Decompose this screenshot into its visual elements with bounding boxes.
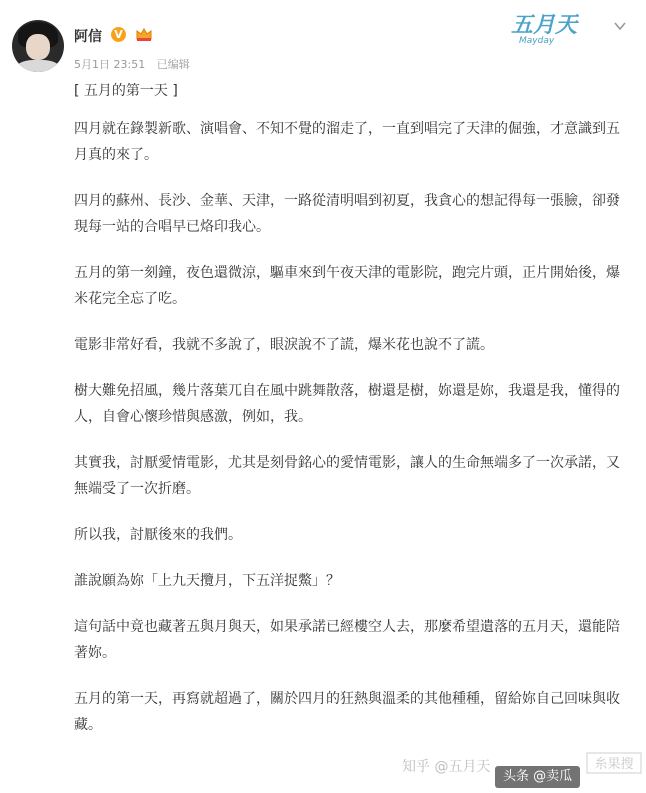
post-body xyxy=(74,78,630,758)
verified-icon: V xyxy=(111,27,126,42)
post-timestamp: 5月1日 23:51 xyxy=(74,58,146,71)
logo-subtext: Mayday xyxy=(519,36,555,46)
post-meta xyxy=(74,56,190,72)
avatar[interactable] xyxy=(12,20,64,72)
post-paragraph: 四月就在錄製新歌、演唱會、不知不覺的溜走了，一直到唱完了天津的倔強，才意識到五月真的來了。 xyxy=(74,121,620,163)
zhihu-watermark: 知乎 @五月天 xyxy=(402,759,491,775)
post-paragraph: 五月的第一天，再寫就超過了，關於四月的狂熱與溫柔的其他種種，留給妳自己回味與收藏。 xyxy=(74,691,620,733)
svg-text:糸果搜: 糸果搜 xyxy=(594,757,634,772)
post-paragraph: 樹大難免招風，幾片落葉兀自在風中跳舞散落，樹還是樹，妳還是妳，我還是我，懂得的人，自會心懷珍惜與感激，例如，我。 xyxy=(74,383,620,425)
crown-icon xyxy=(135,26,153,42)
logo-text: 五月天 xyxy=(511,12,578,38)
watermark-seal xyxy=(586,752,642,774)
chevron-down-icon[interactable] xyxy=(612,18,628,34)
post-paragraph: 四月的蘇州、長沙、金華、天津，一路從清明唱到初夏，我貪心的想記得每一張臉，卻發現每一站的合唱早已烙印我心。 xyxy=(74,193,620,235)
post-paragraph: 誰說願為妳「上九天攬月，下五洋捉鱉」？ xyxy=(74,573,340,589)
user-name[interactable]: 阿信 xyxy=(74,29,102,45)
post-paragraph: 其實我，討厭愛情電影，尤其是刻骨銘心的愛情電影，讓人的生命無端多了一次承諾，又無端受了一次折磨。 xyxy=(74,455,620,497)
toutiao-watermark: 头条 @卖瓜 xyxy=(495,766,580,788)
post-paragraph: 電影非常好看，我就不多說了，眼淚說不了謊，爆米花也說不了謊。 xyxy=(74,337,494,353)
post-paragraph: 這句話中竟也藏著五與月與天，如果承諾已經樓空人去，那麼希望遺落的五月天，還能陪著妳。 xyxy=(74,619,620,661)
post-title: [ 五月的第一天 ] xyxy=(74,83,178,99)
post-paragraph: 五月的第一刻鐘，夜色還微涼，驅車來到午夜天津的電影院，跑完片頭，正片開始後，爆米花完全忘了吃。 xyxy=(74,265,620,307)
edited-label[interactable]: 已编辑 xyxy=(156,58,190,71)
mayday-logo xyxy=(509,8,599,46)
post-paragraph: 所以我，討厭後來的我們。 xyxy=(74,527,242,543)
